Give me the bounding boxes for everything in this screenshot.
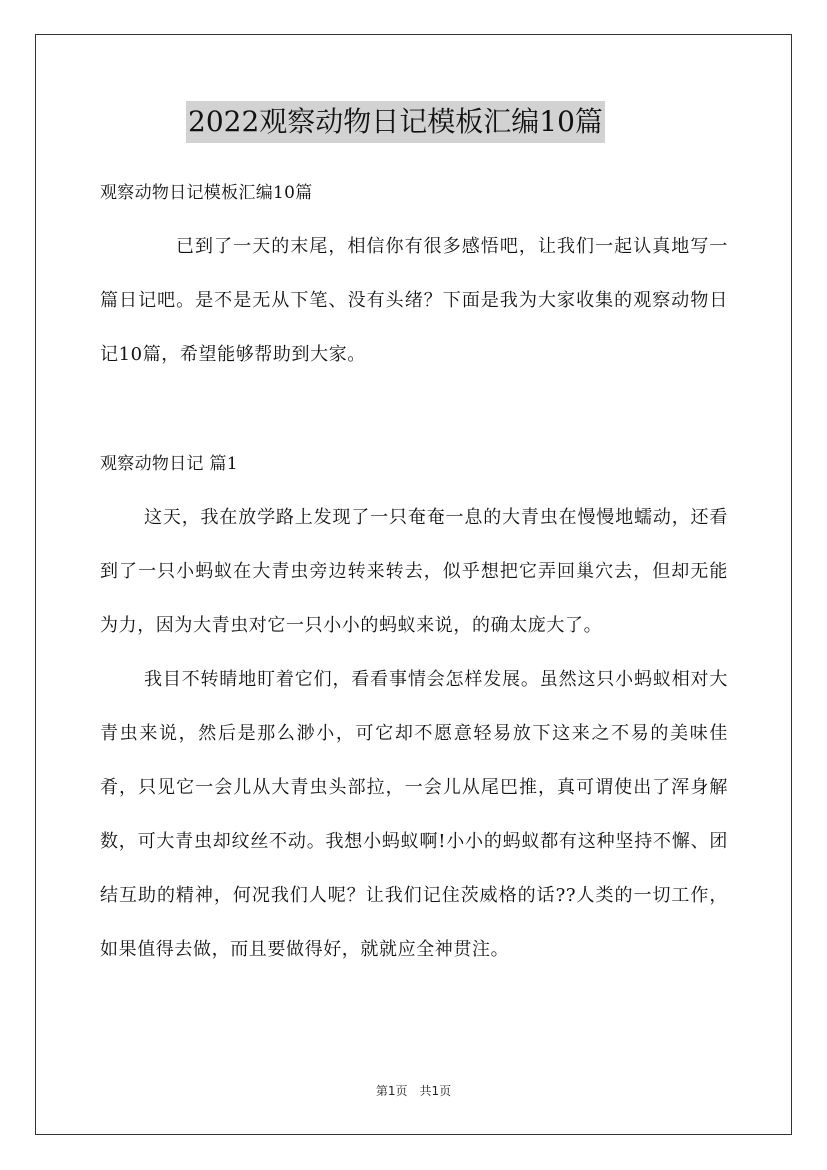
section-heading: 观察动物日记 篇1: [100, 454, 238, 474]
body-paragraph-2: 我目不转睛地盯着它们，看看事情会怎样发展。虽然这只小蚂蚁相对大青虫来说，然后是那么渺小，可它却不愿意轻易放下这来之不易的美味佳肴，只见它一会儿从大青虫头部拉，一会儿从尾巴推，真可谓使出了浑身解数，可大青虫却纹丝不动。我想小蚂蚁啊!小小的蚂蚁都有这种坚持不懈、团结互助的精神，何况我们人呢？让我们记住茨威格的话??人类的一切工作，如果值得去做，而且要做得好，就就应全神贯注。: [100, 669, 728, 960]
body-paragraph-1: 这天，我在放学路上发现了一只奄奄一息的大青虫在慢慢地蠕动，还看到了一只小蚂蚁在大青虫旁边转来转去，似乎想把它弄回巢穴去，但却无能为力，因为大青虫对它一只小小的蚂蚁来说，的确太庞大了。: [100, 507, 728, 636]
intro-paragraph: 已到了一天的末尾，相信你有很多感悟吧，让我们一起认真地写一篇日记吧。是不是无从下笔、没有头绪？下面是我为大家收集的观察动物日记10篇，希望能够帮助到大家。: [100, 236, 728, 365]
document-subtitle: 观察动物日记模板汇编10篇: [100, 183, 313, 203]
document-title: 2022观察动物日记模板汇编10篇: [186, 101, 605, 143]
page-number-footer: 第1页 共1页: [375, 1084, 452, 1098]
